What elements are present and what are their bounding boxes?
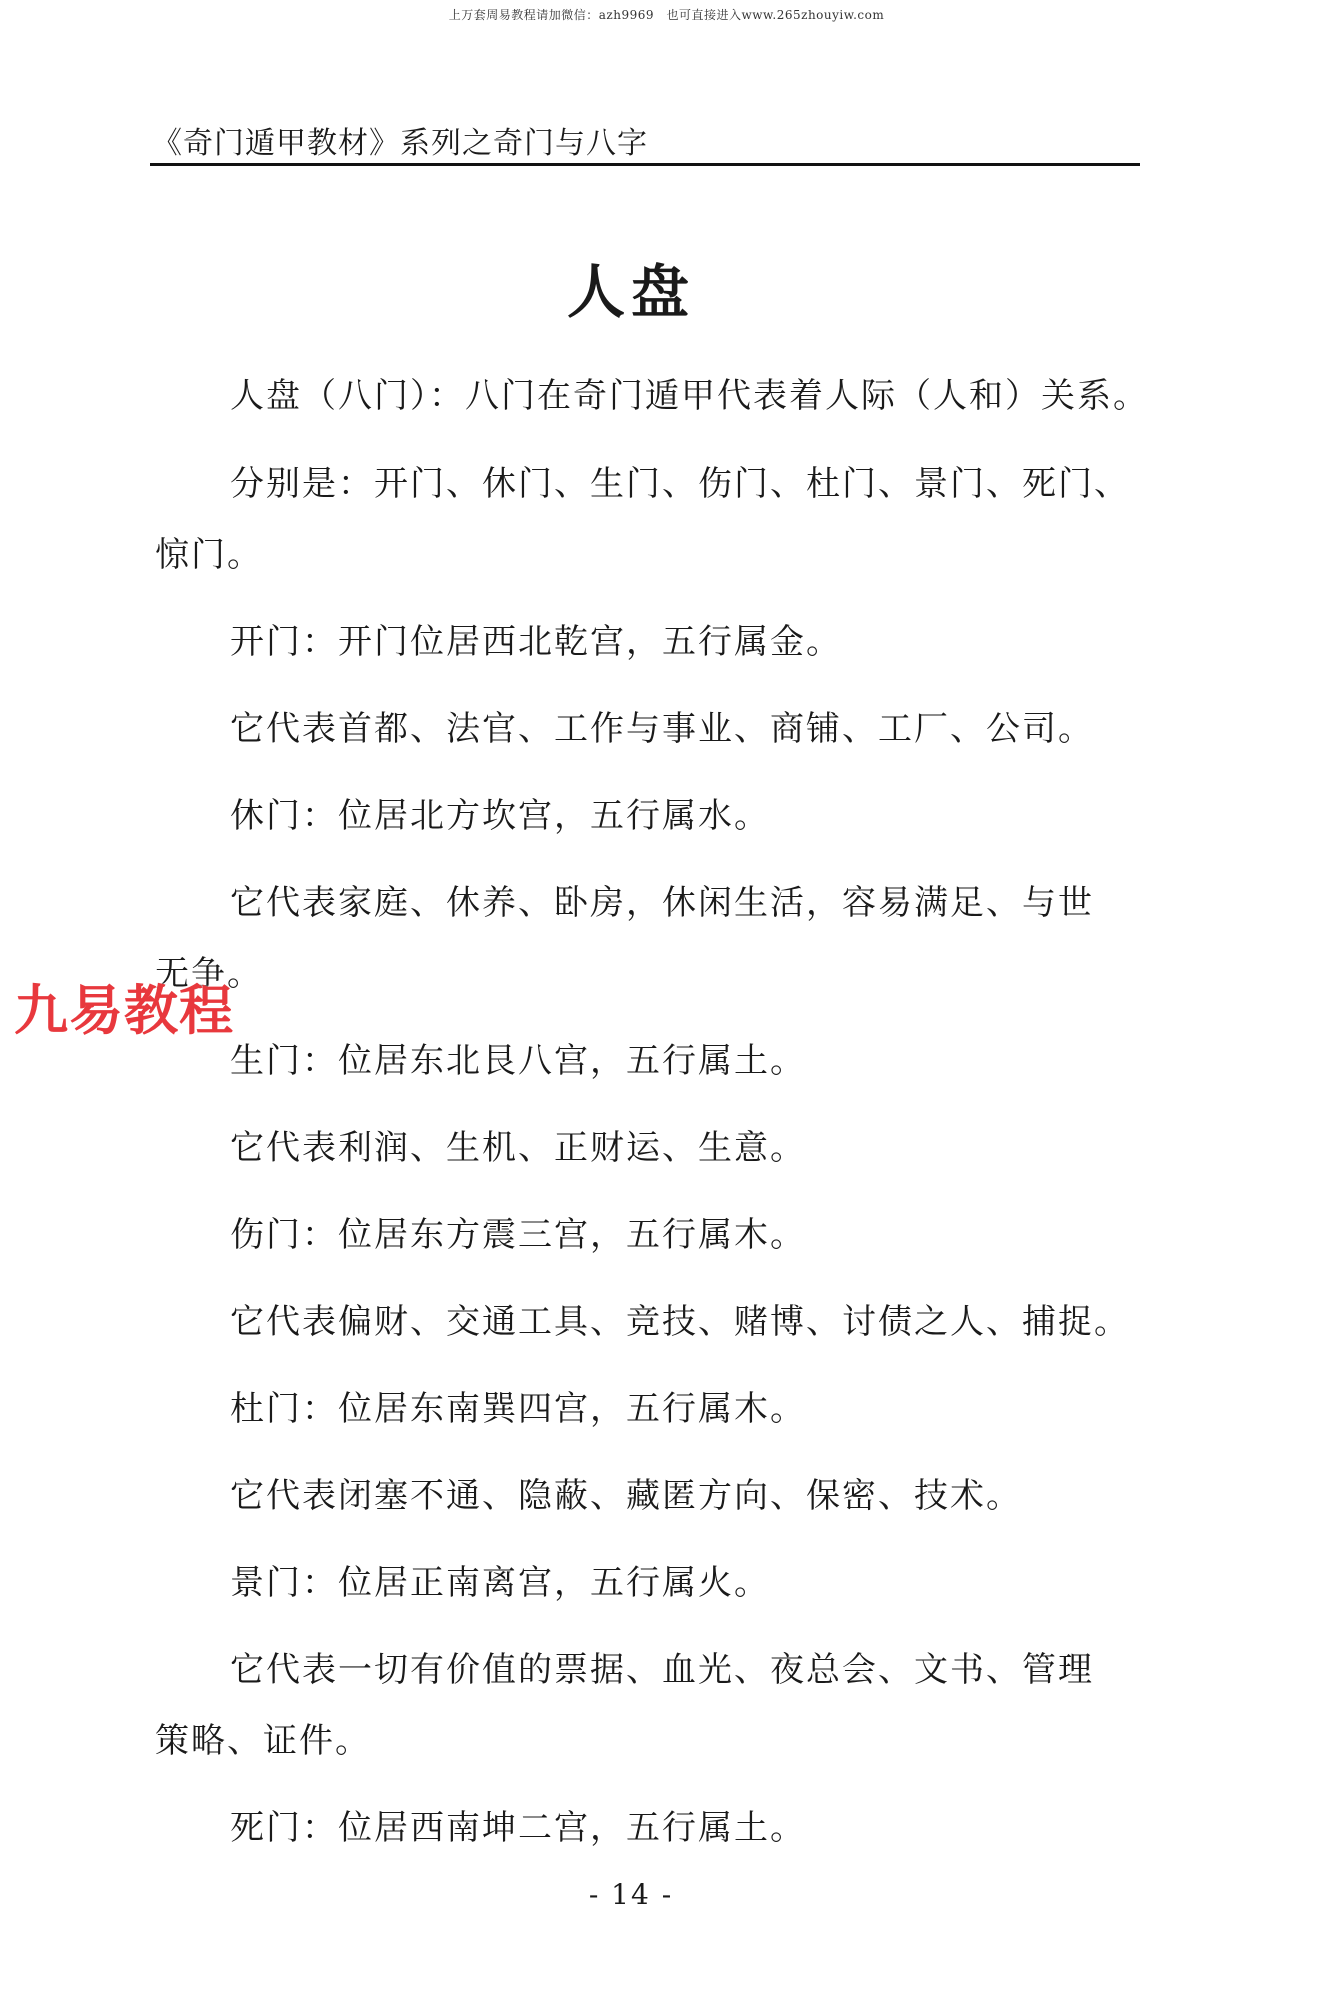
- paragraph-dumen: 杜门：位居东南巽四宫，五行属木。: [230, 1389, 806, 1429]
- paragraph-shengmen-desc: 它代表利润、生机、正财运、生意。: [230, 1128, 806, 1168]
- running-header: 《奇门遁甲教材》系列之奇门与八字: [152, 126, 648, 161]
- paragraph-jingmen: 景门：位居正南离宫，五行属火。: [230, 1563, 770, 1603]
- paragraph-shengmen: 生门：位居东北艮八宫，五行属土。: [230, 1041, 806, 1081]
- page-number: - 14 -: [588, 1878, 674, 1911]
- paragraph-list: 分别是：开门、休门、生门、伤门、杜门、景门、死门、: [230, 464, 1130, 504]
- paragraph-kaimen-desc: 它代表首都、法官、工作与事业、商铺、工厂、公司。: [230, 709, 1094, 749]
- paragraph-shangmen-desc: 它代表偏财、交通工具、竞技、赌博、讨债之人、捕捉。: [230, 1302, 1130, 1342]
- paragraph-jingmen-desc-cont: 策略、证件。: [155, 1721, 371, 1761]
- paragraph-kaimen: 开门：开门位居西北乾宫，五行属金。: [230, 622, 842, 662]
- header-rule: [150, 163, 1140, 166]
- paragraph-xiumen-desc-cont: 无争。: [155, 954, 263, 994]
- paragraph-dumen-desc: 它代表闭塞不通、隐蔽、藏匿方向、保密、技术。: [230, 1476, 1022, 1516]
- paragraph-list-cont: 惊门。: [155, 535, 263, 575]
- top-banner: 上万套周易教程请加微信：azh9969 也可直接进入www.265zhouyiw.com: [448, 8, 885, 22]
- paragraph-xiumen-desc: 它代表家庭、休养、卧房，休闲生活，容易满足、与世: [230, 883, 1094, 923]
- paragraph-intro: 人盘（八门）：八门在奇门遁甲代表着人际（人和）关系。: [230, 376, 1149, 416]
- paragraph-xiumen: 休门：位居北方坎宫，五行属水。: [230, 796, 770, 836]
- paragraph-simen: 死门：位居西南坤二宫，五行属土。: [230, 1808, 806, 1848]
- watermark-logo: 九易教程: [14, 979, 234, 1042]
- page-title: 人盘: [566, 258, 695, 326]
- paragraph-jingmen-desc: 它代表一切有价值的票据、血光、夜总会、文书、管理: [230, 1650, 1094, 1690]
- paragraph-shangmen: 伤门：位居东方震三宫，五行属木。: [230, 1215, 806, 1255]
